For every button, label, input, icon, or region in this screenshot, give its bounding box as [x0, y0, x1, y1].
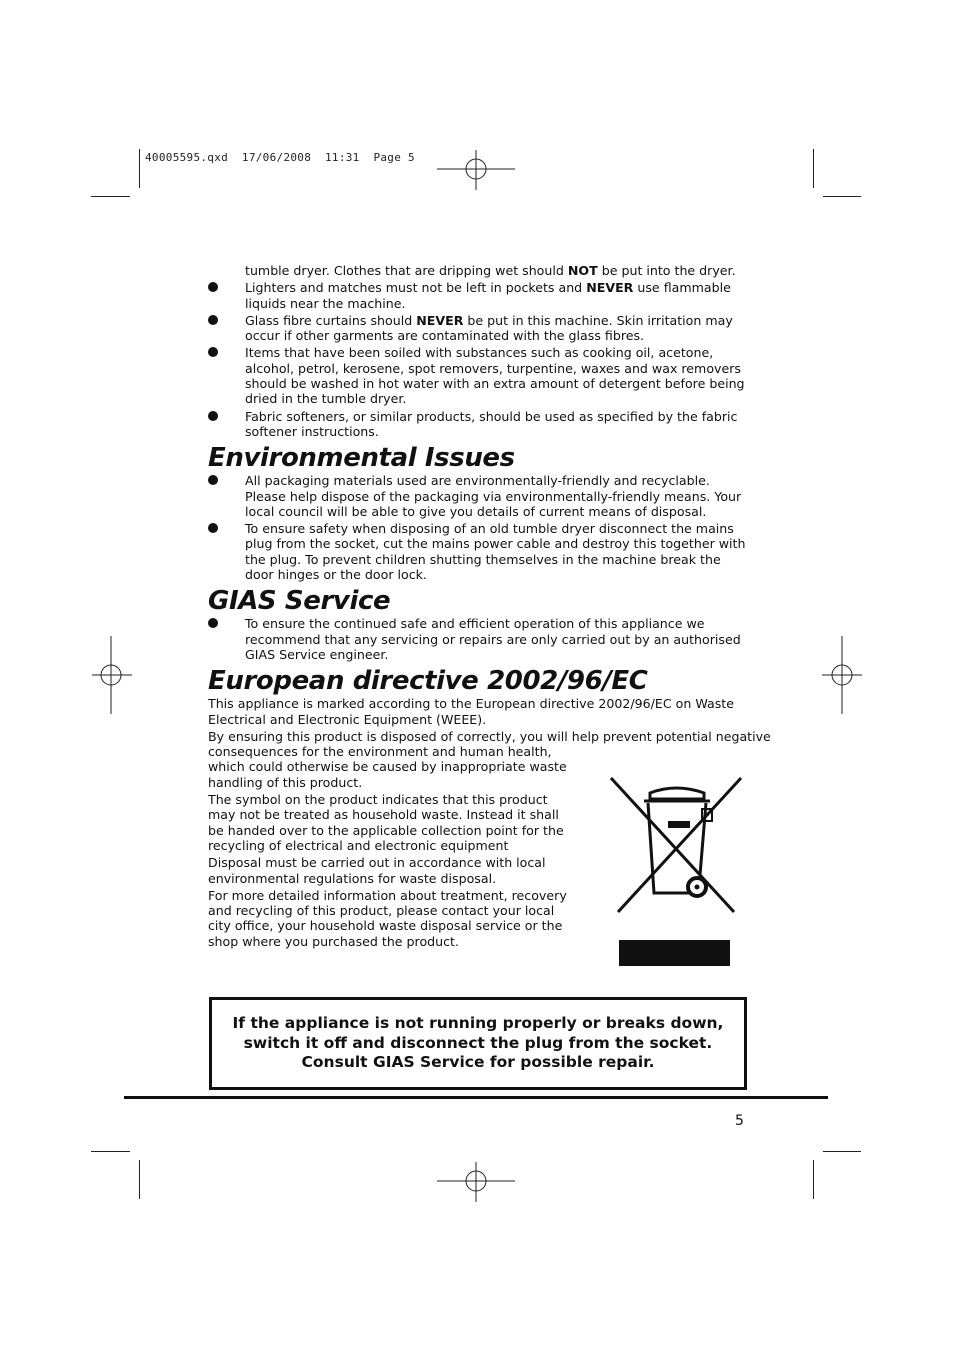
- footer-rule: [124, 1096, 828, 1099]
- heading-european-directive: European directive 2002/96/EC: [208, 666, 648, 697]
- bullet-icon: [208, 411, 218, 421]
- notice-line: If the appliance is not running properly or breaks down,: [232, 1014, 724, 1032]
- registration-mark-icon: [437, 150, 515, 190]
- bullet-icon: [208, 618, 218, 628]
- crop-mark: [91, 196, 130, 197]
- list-item: All packaging materials used are environmentally-friendly and recyclable. Please help dispose of the packaging via environmentally-friendly means. Your local council will be able to give you details of current means of disposal.: [208, 473, 748, 519]
- paragraph: This appliance is marked according to the European directive 2002/96/EC on Waste Electrical and Electronic Equipment (WEEE).: [208, 696, 734, 727]
- bullet-icon: [208, 315, 218, 325]
- paragraph: By ensuring this product is disposed of correctly, you will help prevent potential negative: [208, 728, 771, 744]
- list-item: Glass fibre curtains should NEVER be put in this machine. Skin irritation may occur if other garments are contaminated with the glass fibres.: [208, 313, 748, 344]
- crop-mark: [823, 1151, 861, 1152]
- list-item: Lighters and matches must not be left in pockets and NEVER use flammable liquids near the machine.: [208, 280, 748, 311]
- bullet-icon: [208, 282, 218, 292]
- list-item: Items that have been soiled with substances such as cooking oil, acetone, alcohol, petrol, kerosene, spot removers, turpentine, waxes and wax removers should be washed in hot water with an extra amount of detergent before being dried in the tumble dryer.: [208, 345, 748, 406]
- registration-mark-icon: [92, 636, 132, 714]
- paragraph: Disposal must be carried out in accordance with local environmental regulations for waste disposal.: [208, 855, 546, 886]
- bullet-icon: [208, 347, 218, 357]
- continuation-text: tumble dryer. Clothes that are dripping wet should NOT be put into the dryer.: [245, 263, 736, 278]
- notice-line: switch it off and disconnect the plug from the socket.: [243, 1033, 713, 1052]
- crop-mark: [813, 149, 814, 188]
- print-slug: 40005595.qxd 17/06/2008 11:31 Page 5: [145, 151, 415, 164]
- paragraph: For more detailed information about treatment, recovery and recycling of this product, please contact your local city office, your household waste disposal service or the shop where you purchased the product.: [208, 887, 567, 949]
- paragraph: consequences for the environment and human health, which could otherwise be caused by inappropriate waste handling of this product.: [208, 744, 567, 790]
- crop-mark: [813, 1160, 814, 1199]
- registration-mark-icon: [437, 1162, 515, 1202]
- warning-notice-box: [209, 997, 747, 1090]
- weee-crossed-bin-icon: [608, 775, 744, 915]
- bullet-icon: [208, 523, 218, 533]
- page-number: 5: [735, 1113, 744, 1129]
- notice-line: Consult GIAS Service for possible repair.: [301, 1053, 655, 1071]
- list-item: To ensure safety when disposing of an old tumble dryer disconnect the mains plug from the socket, cut the mains power cable and destroy this together with the plug. To prevent children shutting themselves in the machine break the door hinges or the door lock.: [208, 521, 748, 582]
- crop-mark: [139, 149, 140, 188]
- crop-mark: [823, 196, 861, 197]
- weee-underline-bar: [619, 940, 730, 966]
- crop-mark: [91, 1151, 130, 1152]
- list-item: To ensure the continued safe and efficient operation of this appliance we recommend that any servicing or repairs are only carried out by an authorised GIAS Service engineer.: [208, 616, 748, 662]
- paragraph: The symbol on the product indicates that this product may not be treated as household waste. Instead it shall be handed over to the applicable collection point for the recycling of electrical and electronic equipment: [208, 792, 564, 853]
- registration-mark-icon: [822, 636, 862, 714]
- crop-mark: [139, 1160, 140, 1199]
- bullet-icon: [208, 475, 218, 485]
- heading-environmental-issues: Environmental Issues: [208, 443, 515, 474]
- heading-gias-service: GIAS Service: [208, 586, 391, 617]
- list-item: Fabric softeners, or similar products, should be used as specified by the fabric softener instructions.: [208, 409, 748, 440]
